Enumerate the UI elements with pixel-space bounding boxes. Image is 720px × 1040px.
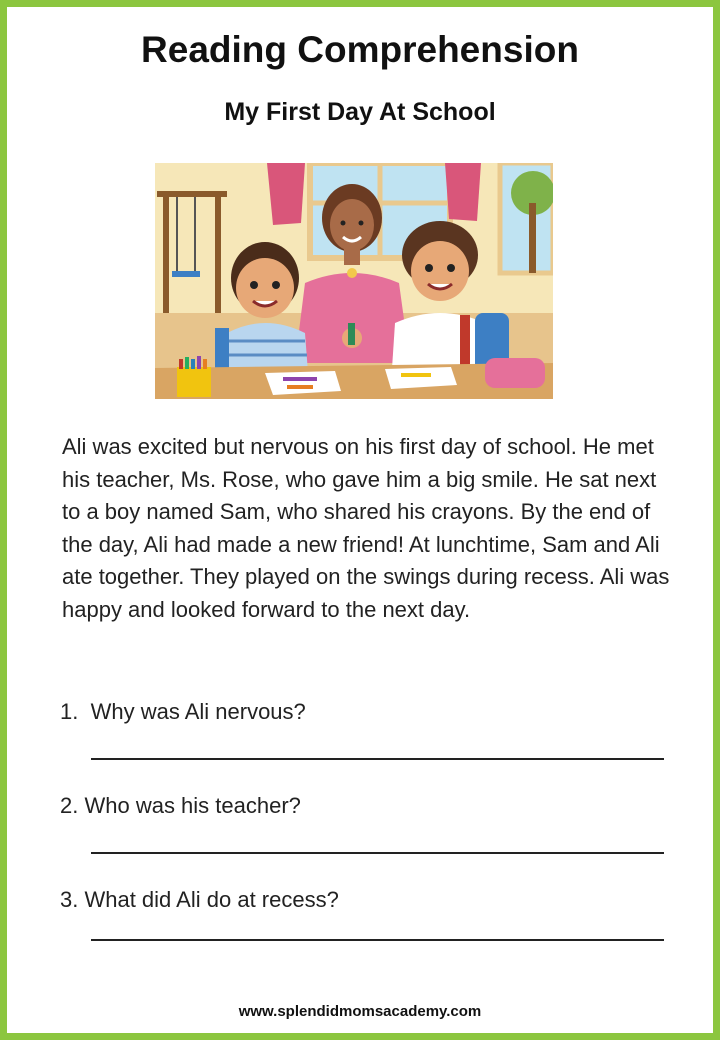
question-3	[60, 887, 339, 913]
story-title: My First Day At School	[224, 98, 496, 126]
worksheet-title: Reading Comprehension	[141, 29, 579, 70]
question-number: 3.	[60, 887, 85, 912]
story-paragraph: Ali was excited but nervous on his first day of school. He met his teacher, Ms. Rose, who gave him a big smile. He sat next to a boy named Sam, who shared his crayons. By the end of the day, Ali had made a new friend! At lunchtime, Sam and Ali ate together. They played on the swings during recess. Ali was happy and looked forward to the next day.	[62, 434, 670, 622]
classroom-illustration	[155, 163, 553, 399]
question-1	[60, 699, 306, 725]
question-2	[60, 793, 301, 819]
question-number: 2.	[60, 793, 85, 818]
answer-line-3[interactable]	[91, 939, 664, 941]
answer-line-2[interactable]	[91, 852, 664, 854]
question-text: What did Ali do at recess?	[84, 887, 339, 912]
footer-website: www.splendidmomsacademy.com	[238, 1003, 482, 1020]
question-number: 1.	[60, 699, 91, 724]
question-text: Why was Ali nervous?	[90, 699, 306, 724]
question-text: Who was his teacher?	[84, 793, 301, 818]
answer-line-1[interactable]	[91, 758, 664, 760]
